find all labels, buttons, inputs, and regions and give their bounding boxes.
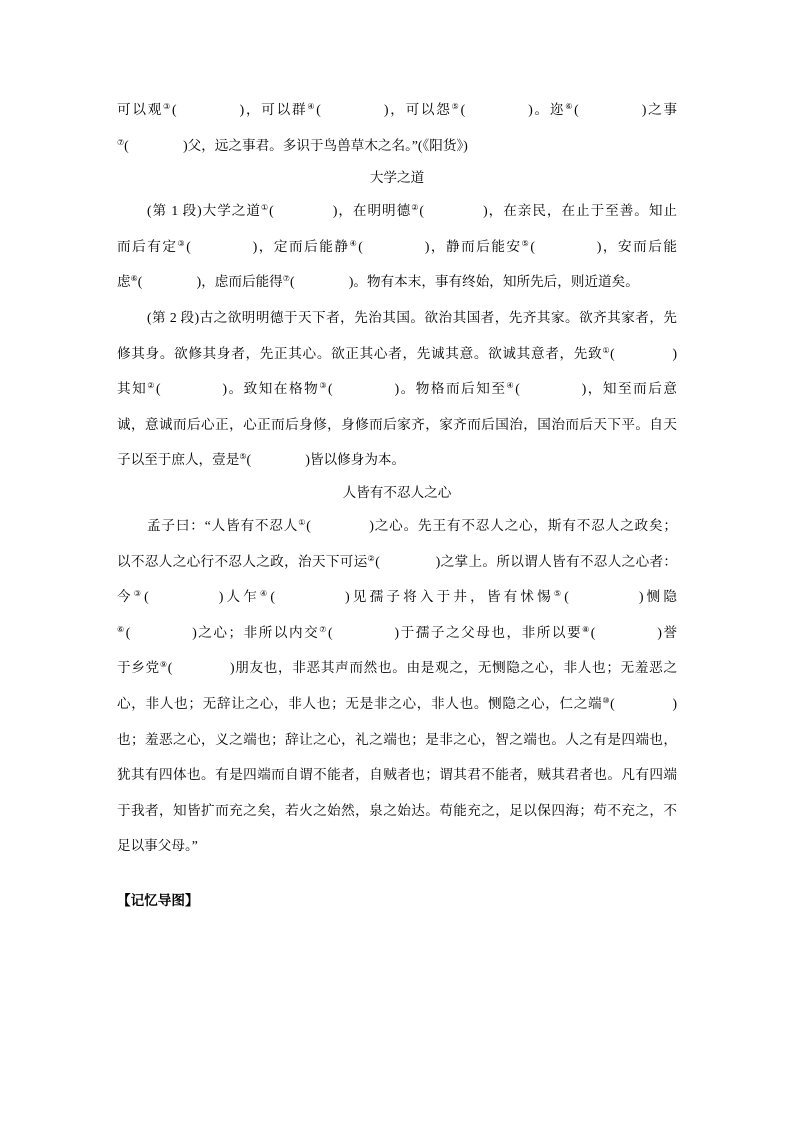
text-line: (第 2 段)古之欲明明德于天下者，先治其国。欲治其国者，先齐其家。欲齐其家者，先 — [147, 309, 677, 325]
answer-blank: ( ) — [137, 274, 202, 290]
text-line: 也；羞恶之心，义之端也；辞让之心，礼之端也；是非之心，智之端也。人之有是四端也， — [117, 731, 677, 747]
footnote-marker: ⑩ — [602, 695, 611, 705]
footnote-marker: ③ — [163, 102, 172, 111]
answer-blank: ( ) — [564, 589, 644, 605]
answer-blank: ( ) — [530, 238, 602, 254]
answer-blank: ( ) — [124, 137, 188, 153]
section-title: 人皆有不忍人之心 — [342, 484, 452, 500]
text-line: 心，非人也；无辞让之心，非人也；无是非之心，非人也。恻隐之心，仁之端⑩( ) — [117, 695, 677, 711]
answer-blank: ( ) — [171, 102, 245, 117]
footnote-marker: ② — [147, 381, 156, 391]
text-line: (第 1 段)大学之道①( )，在明明德②( )，在亲民，在止于至善。知止 — [147, 203, 677, 219]
footnote-marker: ⑥ — [565, 102, 575, 111]
answer-blank: ( ) — [155, 381, 228, 397]
answer-blank: ( ) — [269, 203, 338, 219]
footnote-marker: ⑦ — [319, 624, 328, 634]
footnote-marker: ⑦ — [117, 137, 125, 147]
answer-blank: ( ) — [328, 381, 400, 397]
footnote-marker: ① — [602, 345, 611, 355]
footnote-marker: ① — [260, 203, 270, 213]
footnote-marker: ⑨ — [159, 660, 168, 670]
footnote-marker: ④ — [349, 238, 359, 248]
text-line: 可以观③( )，可以群④( )，可以怨⑤( )。迩⑥( )之事 — [117, 102, 677, 117]
paragraph — [117, 300, 677, 478]
text-line: 足以事父母。” — [117, 838, 198, 854]
answer-blank: ( ) — [167, 660, 235, 676]
footnote-marker: ⑧ — [582, 624, 591, 634]
answer-blank: ( ) — [144, 589, 224, 605]
answer-blank: ( ) — [328, 624, 400, 640]
footnote-marker: ③ — [319, 381, 329, 391]
answer-blank: ( ) — [186, 238, 258, 254]
footnote-marker: ⑦ — [282, 274, 290, 284]
answer-blank: ( ) — [419, 203, 488, 219]
footnote-marker: ② — [411, 203, 420, 213]
answer-blank: ( ) — [125, 624, 197, 640]
text-line: ⑥( )之心；非所以内交⑦( )于孺子之父母也，非所以要⑧( )誉 — [117, 624, 677, 640]
answer-blank: ( ) — [306, 517, 374, 533]
text-line: 犹其有四体也。有是四端而自谓不能者，自贼者也；谓其君不能者，贼其君者也。凡有四端 — [117, 767, 677, 783]
footnote-marker: ⑤ — [553, 589, 565, 599]
answer-blank: ( ) — [610, 345, 677, 361]
text-line: 今③( )人乍④( )见孺子将入于井，皆有怵惕⑤( )恻隐 — [117, 589, 677, 605]
answer-blank: ( ) — [270, 589, 350, 605]
footnote-marker: ④ — [307, 102, 317, 111]
answer-blank: ( ) — [246, 452, 310, 468]
text-line: 于乡党⑨( )朋友也，非恶其声而然也。由是观之，无恻隐之心，非人也；无羞恶之 — [117, 660, 677, 676]
footnote-marker: ④ — [260, 589, 271, 599]
text-line: 于我者，知皆扩而充之矣，若火之始然，泉之始达。苟能充之，足以保四海；苟不充之，不 — [117, 802, 677, 818]
text-line: ⑦( )父，远之事君。多识于鸟兽草木之名。”(《阳货》) — [117, 137, 468, 153]
text-line: 而后有定③( )，定而后能静④( )，静而后能安⑤( )，安而后能 — [117, 238, 677, 254]
text-line: 诚，意诚而后心正，心正而后身修，身修而后家齐，家齐而后国治，国治而后天下平。自天 — [117, 416, 677, 432]
footnote-marker: ⑤ — [451, 102, 461, 111]
answer-blank: ( ) — [289, 274, 354, 290]
footnote-marker: ⑤ — [239, 452, 247, 462]
section-title: 大学之道 — [369, 170, 425, 186]
paragraph — [117, 508, 677, 864]
text-line: 修其身。欲修其身者，先正其心。欲正其心者，先诚其意。欲诚其意者，先致①( ) — [117, 345, 677, 361]
text-line: 其知②( )。致知在格物③( )。物格而后知至④( )，知至而后意 — [117, 381, 677, 397]
footnote-marker: ① — [298, 517, 307, 527]
footnote-marker: ⑥ — [117, 624, 126, 634]
answer-blank: ( ) — [358, 238, 430, 254]
footnote-marker: ② — [367, 553, 376, 563]
footnote-marker: ③ — [133, 589, 145, 599]
answer-blank: ( ) — [590, 624, 662, 640]
answer-blank: ( ) — [375, 553, 441, 569]
memory-map-heading: 【记忆导图】 — [117, 893, 199, 910]
paragraph — [117, 193, 677, 300]
answer-blank: ( ) — [515, 381, 587, 397]
footnote-marker: ⑥ — [130, 274, 138, 284]
answer-blank: ( ) — [574, 102, 647, 117]
text-line: 孟子曰：“人皆有不忍人①( )之心。先王有不忍人之心，斯有不忍人之政矣； — [147, 517, 677, 533]
analects-excerpt-tail — [117, 92, 677, 163]
footnote-marker: ⑤ — [521, 238, 531, 248]
answer-blank: ( ) — [610, 695, 677, 711]
footnote-marker: ③ — [177, 238, 187, 248]
text-line: 以不忍人之心行不忍人之政，治天下可运②( )之掌上。所以谓人皆有不忍人之心者： — [117, 553, 677, 569]
footnote-marker: ④ — [506, 381, 516, 391]
document-body — [117, 92, 677, 920]
answer-blank: ( ) — [316, 102, 389, 117]
text-line: 虑⑥( )，虑而后能得⑦( )。物有本末，事有终始，知所先后，则近道矣。 — [117, 274, 639, 290]
answer-blank: ( ) — [460, 102, 533, 117]
text-line: 子以至于庶人，壹是⑤( )皆以修身为本。 — [117, 452, 406, 468]
